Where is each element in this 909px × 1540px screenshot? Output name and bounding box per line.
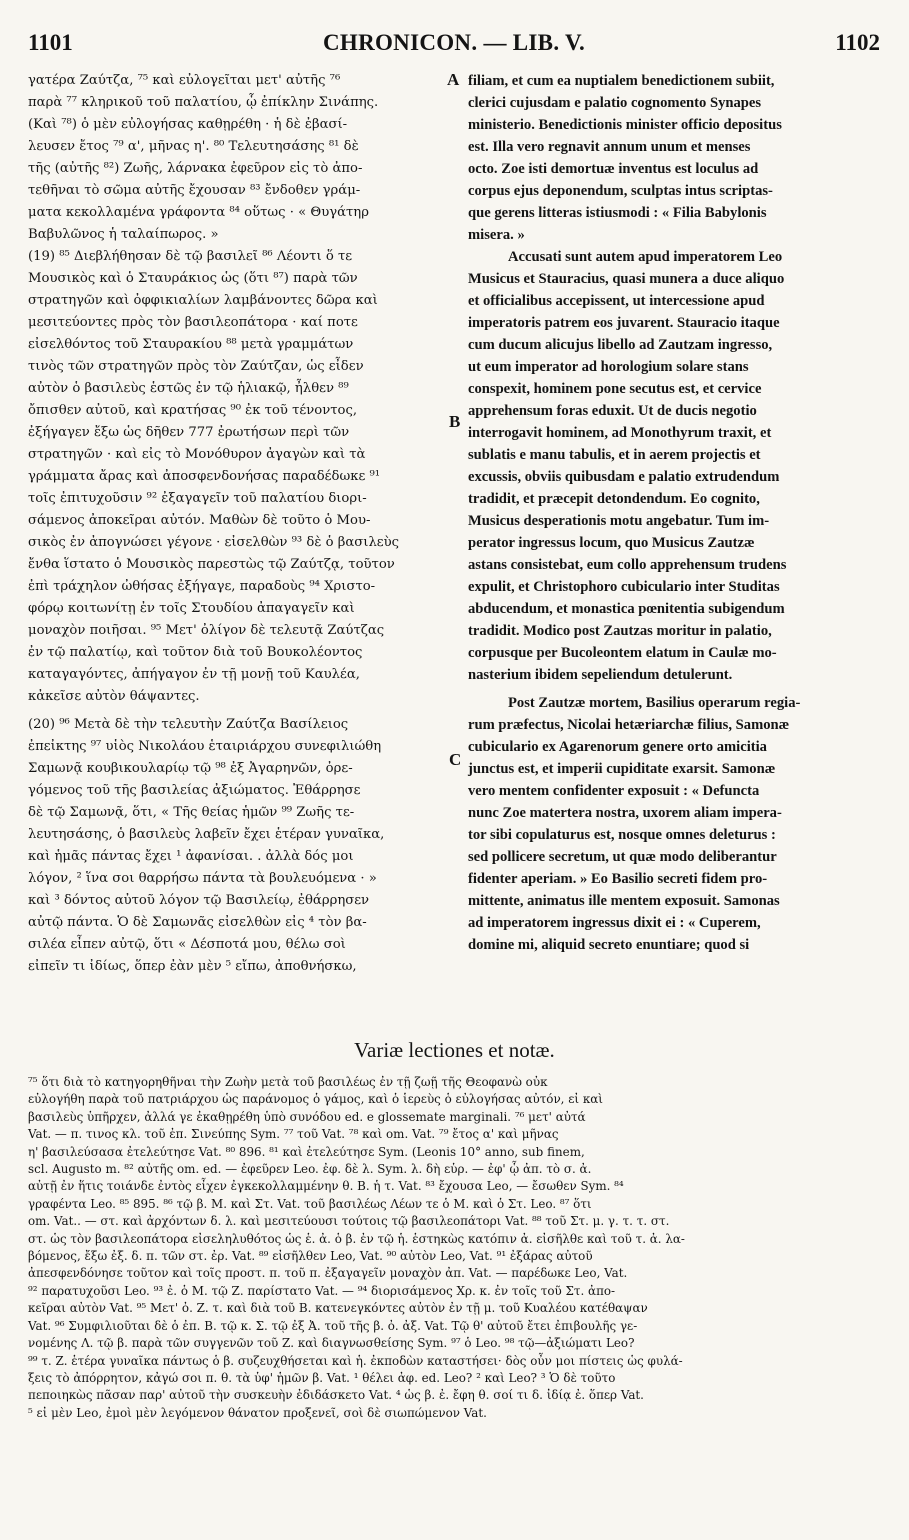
margin-letter-a: A <box>447 70 460 89</box>
page-header <box>28 30 880 70</box>
greek-column <box>28 70 446 978</box>
latin-paragraph-2: Accusati sunt autem apud imperatorem Leo Musicus et Stauracius, quasi munera a duce aliquo et officialibus accepissent, ut intercessione apud imperatoris patrem eos juvarent. Stauracio itaque cum ducum alicujus libello ad Zautzam ingresso, ut eum imperator ad horologium solare stans conspexit, hominem pone secutus est, et cervice apprehensum foras eduxit. Ut de ducis negotio interrogavit hominem, ad Monothyrum traxit, et sublatis e manu tabulis, et in aerem projectis et excussis, obviis quibusdam e palatio extrudendum tradidit, et præcepit detondendum. Eo cognito, Musicus desperationis motu angebatur. Tum im- perator ingressus locum, quo Musicus Zautzæ astans consistebat, eum collo apprehensum trudens expulit, et Christophoro cubiculario inter Studitas abducendum, et monastica pœnitentia subigendum tradidit. Modico post Zautzas moritur in palatio, corpusque per Bucoleontem elatum in Caulæ mo- nasterium ibidem sepeliendum detulerunt. <box>468 249 787 683</box>
latin-column <box>468 70 873 956</box>
page-number-right: 1102 <box>835 30 880 55</box>
notes-text: ⁷⁵ ὅτι διὰ τὸ κατηγορηθῆναι τὴν Ζωὴν μετὰ τοῦ βασιλέως ἐν τῇ ζωῇ τῆς Θεοφανὼ οὐκ εὐλογήθη παρὰ τοῦ πατριάρχου ὡς παράνομος ὁ γάμος, καὶ ὁ ἱερεὺς ὁ εὐλογήσας αὐτόν, εἰ καὶ βασιλεὺς ὑπῆρχεν, ἀλλά γε ἐκαθῃρέθη ὑπὸ συνόδου ed. e glossemate marginali. ⁷⁶ μετ' αὐτά Vat. — π. τινος κλ. τοῦ ἐπ. Σινεύπης Sym. ⁷⁷ τοῦ Vat. ⁷⁸ καὶ om. Vat. ⁷⁹ ἔτος α' καὶ μῆνας η' βασιλεύσασα ἐτελεύτησε Vat. ⁸⁰ 896. ⁸¹ καὶ ἐτελεύτησε Sym. (Leonis 10° anno, sub finem, scl. Augusto m. ⁸² αὐτῆς om. ed. — ἐφεῦρεν Leo. ἐφ. δὲ λ. Sym. λ. δὴ εὑρ. — ἐφ' ᾧ ἀπ. τὸ σ. ἀ. αὐτῇ ἐν ἥτις τοιάνδε ἐντὸς εἶχεν ἐγκεκολλαμμένην θ. Β. ἡ τ. Vat. ⁸³ ἔχουσα Leo, — ἔσωθεν Sym. ⁸⁴ γραφέντα Leo. ⁸⁵ 895. ⁸⁶ τῷ β. Μ. καὶ Στ. Vat. τοῦ βασιλέως Λέων τε ὁ Μ. καὶ ὁ Στ. Leo. ⁸⁷ ὅτι om. Vat.. — στ. καὶ ἀρχόντων δ. λ. καὶ μεσιτεύουσι τούτοις τῷ βασιλεοπάτορι Vat. ⁸⁸ τοῦ Στ. μ. γ. τ. τ. στ. στ. ὡς τὸν βασιλεοπάτορα εἰσεληλυθότος ὡς ἑ. ἀ. ὁ β. ἐν τῷ ἡ. ἑστηκὼς κατόπιν ἀ. εἰσῆλθε καὶ τοῦ τ. ἀ. λα- βόμενος, ἔξω ἐξ. δ. π. τῶν στ. ἐρ. Vat. ⁸⁹ εἰσῆλθεν Leo, Vat. ⁹⁰ αὐτὸν Leo, Vat. ⁹¹ ἐξάρας αὐτοῦ ἀπεσφενδόνησε τοῦτον καὶ τοῖς προστ. π. τοῦ π. ἐξαγαγεῖν μοναχὸν ἀπ. Vat. — παρέδωκε Leo, Vat. ⁹² παρατυχοῦσι Leo. ⁹³ ἐ. ὁ Μ. τῷ Ζ. παρίστατο Vat. — ⁹⁴ διορισάμενος Χρ. κ. ἐν τοῖς τοῦ Στ. ἀπο- κεῖραι αὐτὸν Vat. ⁹⁵ Μετ' ὀ. Ζ. τ. καὶ διὰ τοῦ Β. κατενεγκόντες αὐτὸν ἐν τῇ μ. τοῦ Κυαλέου κατέθαψαν Vat. ⁹⁶ Συμφιλιοῦται δὲ ὁ ἐπ. Β. τῷ κ. Σ. τῷ ἐξ Ἀ. τοῦ τῆς β. ὀ. ἀξ. Vat. Τῷ θ' αὐτοῦ ἔτει ἐπιβουλῆς γε- νομένης Λ. τῷ β. παρὰ τῶν συγγενῶν τοῦ Ζ. καὶ διαγνωσθείσης Sym. ⁹⁷ ὁ Leo. ⁹⁸ τῷ—ἀξιώματι Leo? ⁹⁹ τ. Ζ. ἑτέρα γυναῖκα πάντως ὁ β. συζευχθήσεται καὶ ἡ. ἐκποδὼν καταστήσει· δὸς οὖν μοι πίστεις ὡς φυλά- ξεις τὸ ἀπόρρητον, κἀγώ σοι π. θ. τὰ ὑφ' ἡμῶν β. Vat. ¹ θέλει ἀφ. ed. Leo? ² καὶ Leo? ³ Ὁ δὲ τοῦτο πεποιηκὼς πᾶσαν παρ' αὐτοῦ τὴν συσκευὴν ἐδιδάσκετο Vat. ⁴ ὡς β. ἐ. ἔφη θ. σοί τι δ. ἰδίᾳ ἐ. ὅπερ Vat. ⁵ εἰ μὲν Leo, ἐμοὶ μὲν λεγόμενον θάνατον προξενεῖ, σοὶ δὲ σιωπώμενον Vat. <box>28 1075 685 1420</box>
running-title: CHRONICON. — LIB. V. <box>322 30 586 55</box>
latin-paragraph-1: filiam, et cum ea nuptialem benedictionem subiit, clerici cujusdam e palatio cognomento Synapes ministerio. Benedictionis minister officio depositus est. Illa vero regnavit annum unum et menses octo. Zoe isti demortuæ inventus est loculus ad corpus ejus deponendum, sculptas intus scriptas- que gerens litteras istiusmodi : « Filia Babylonis misera. » <box>468 73 782 243</box>
greek-paragraph-3: (20) ⁹⁶ Μετὰ δὲ τὴν τελευτὴν Ζαύτζα Βασίλειος ἐπεἰκτης ⁹⁷ υἱὸς Νικολάου ἑταιριάρχου συνεφιλιώθη Σαμωνᾷ κουβικουλαρίῳ τῷ ⁹⁸ ἐξ Ἀγαρηνῶν, ὀρε- γόμενος τοῦ τῆς βασιλείας ἀξιώματος. Ἐθάρρησε δὲ τῷ Σαμωνᾷ, ὅτι, « Τῆς θείας ἡμῶν ⁹⁹ Ζωῆς τε- λευτησάσης, ὁ βασιλεὺς λαβεῖν ἔχει ἑτέραν γυναῖκα, καὶ ἡμᾶς πάντας ἔχει ¹ ἀφανίσαι. . ἀλλὰ δός μοι λόγον, ² ἵνα σοι θαρρήσω πάντα τὰ βουλευόμενα · » καὶ ³ δόντος αὐτοῦ λόγον τῷ Βασιλείῳ, ἐθάρρησεν αὐτῷ πάντα. Ὁ δὲ Σαμωνᾶς εἰσελθὼν εἰς ⁴ τὸν βα- σιλέα εἶπεν αὐτῷ, ὅτι « Δέσποτά μου, θέλω σοὶ εἰπεῖν τι ἰδίως, ὅπερ ἐὰν μὲν ⁵ εἴπω, ἀποθνήσκω, <box>28 717 385 974</box>
notes-title: Variæ lectiones et notæ. <box>354 1038 555 1062</box>
margin-letter-b: B <box>449 412 461 431</box>
page-number-left: 1101 <box>28 30 73 55</box>
greek-paragraph-1: γατέρα Ζαύτζα, ⁷⁵ καὶ εὐλογεῖται μετ' αὐτῆς ⁷⁶ παρὰ ⁷⁷ κληρικοῦ τοῦ παλατίου, ᾧ ἐπίκλην Σινάπης. (Καὶ ⁷⁸) ὁ μὲν εὐλογήσας καθῃρέθη · ἡ δὲ ἐβασί- λευσεν ἔτος ⁷⁹ α', μῆνας η'. ⁸⁰ Τελευτησάσης ⁸¹ δὲ τῆς (αὐτῆς ⁸²) Ζωῆς, λάρνακα ἐφεῦρον εἰς τὸ ἀπο- τεθῆναι τὸ σῶμα αὐτῆς ἔχουσαν ⁸³ ἔνδοθεν γράμ- ματα κεκολλαμένα γράφοντα ⁸⁴ οὕτως · « Θυγάτηρ Βαβυλῶνος ἡ ταλαίπωρος. » <box>28 73 379 242</box>
greek-paragraph-2: (19) ⁸⁵ Διεβλήθησαν δὲ τῷ βασιλεῖ ⁸⁶ Λέοντι ὅ τε Μουσικὸς καὶ ὁ Σταυράκιος ὡς (ὅτι ⁸⁷) παρὰ τῶν στρατηγῶν καὶ ὀφφικιαλίων λαμβάνοντες δῶρα καὶ μεσιτεύοντες πρὸς τὸν βασιλεοπάτορα · καί ποτε εἰσελθόντος τοῦ Σταυρακίου ⁸⁸ μετὰ γραμμάτων τινὸς τῶν στρατηγῶν πρὸς τὸν Ζαύτζαν, ὡς εἶδεν αὐτὸν ὁ βασιλεὺς ἑστῶς ἐν τῷ ἡλιακῷ, ἦλθεν ⁸⁹ ὄπισθεν αὐτοῦ, καὶ κρατήσας ⁹⁰ ἐκ τοῦ τένοντος, ἐξήγαγεν ἔξω ὡς δῆθεν 777 ἐρωτήσων περὶ τῶν στρατηγῶν · καὶ εἰς τὸ Μονόθυρον ἀγαγὼν καὶ τὰ γράμματα ἄρας καὶ ἀποσφενδονήσας παραδέδωκε ⁹¹ τοῖς ἐπιτυχοῦσιν ⁹² ἐξαγαγεῖν τοῦ παλατίου διορι- σάμενος ἀποκεῖραι αὐτόν. Μαθὼν δὲ τοῦτο ὁ Μου- σικὸς ἐν ἀπογνώσει γέγονε · εἰσελθὼν ⁹³ δὲ ὁ βασιλεὺς ἔνθα ἵστατο ὁ Μουσικὸς παρεστὼς τῷ Ζαύτζᾳ, τοῦτον ἐπὶ τράχηλον ὠθήσας ἐξήγαγε, παραδοὺς ⁹⁴ Χριστο- φόρῳ κοιτωνίτῃ ἐν τοῖς Στουδίου ἀπαγαγεῖν καὶ μοναχὸν ποιῆσαι. ⁹⁵ Μετ' ὀλίγον δὲ τελευτᾷ Ζαύτζας ἐν τῷ παλατίῳ, καὶ τοῦτον διὰ τοῦ Βουκολέοντος καταγαγόντες, ἀπήγαγον ἐν τῇ μονῇ τοῦ Καυλέα, κἀκεῖσε αὐτὸν θάψαντες. <box>28 249 400 704</box>
latin-paragraph-3: Post Zautzæ mortem, Basilius operarum regia- rum præfectus, Nicolai hetæriarchæ filius, Samonæ cubiculario ex Agarenorum genere orto amicitia junctus est, et imperii cupiditate exarsit. Samonæ vero mentem confidenter exposuit : « Defuncta nunc Zoe matertera nostra, uxorem aliam impera- tor sibi copulaturus est, nosque omnes deleturus : sed pollicere secretum, ut quæ modo deliberantur fidenter aperiam. » Eo Basilio secreti fidem pro- mittente, animatus ille mentem exposuit. Samonas ad imperatorem ingressus dixit ei : « Cuperem, domine mi, aliquid secreto enuntiare; quod si <box>468 695 801 953</box>
margin-letter-c: C <box>449 750 462 769</box>
